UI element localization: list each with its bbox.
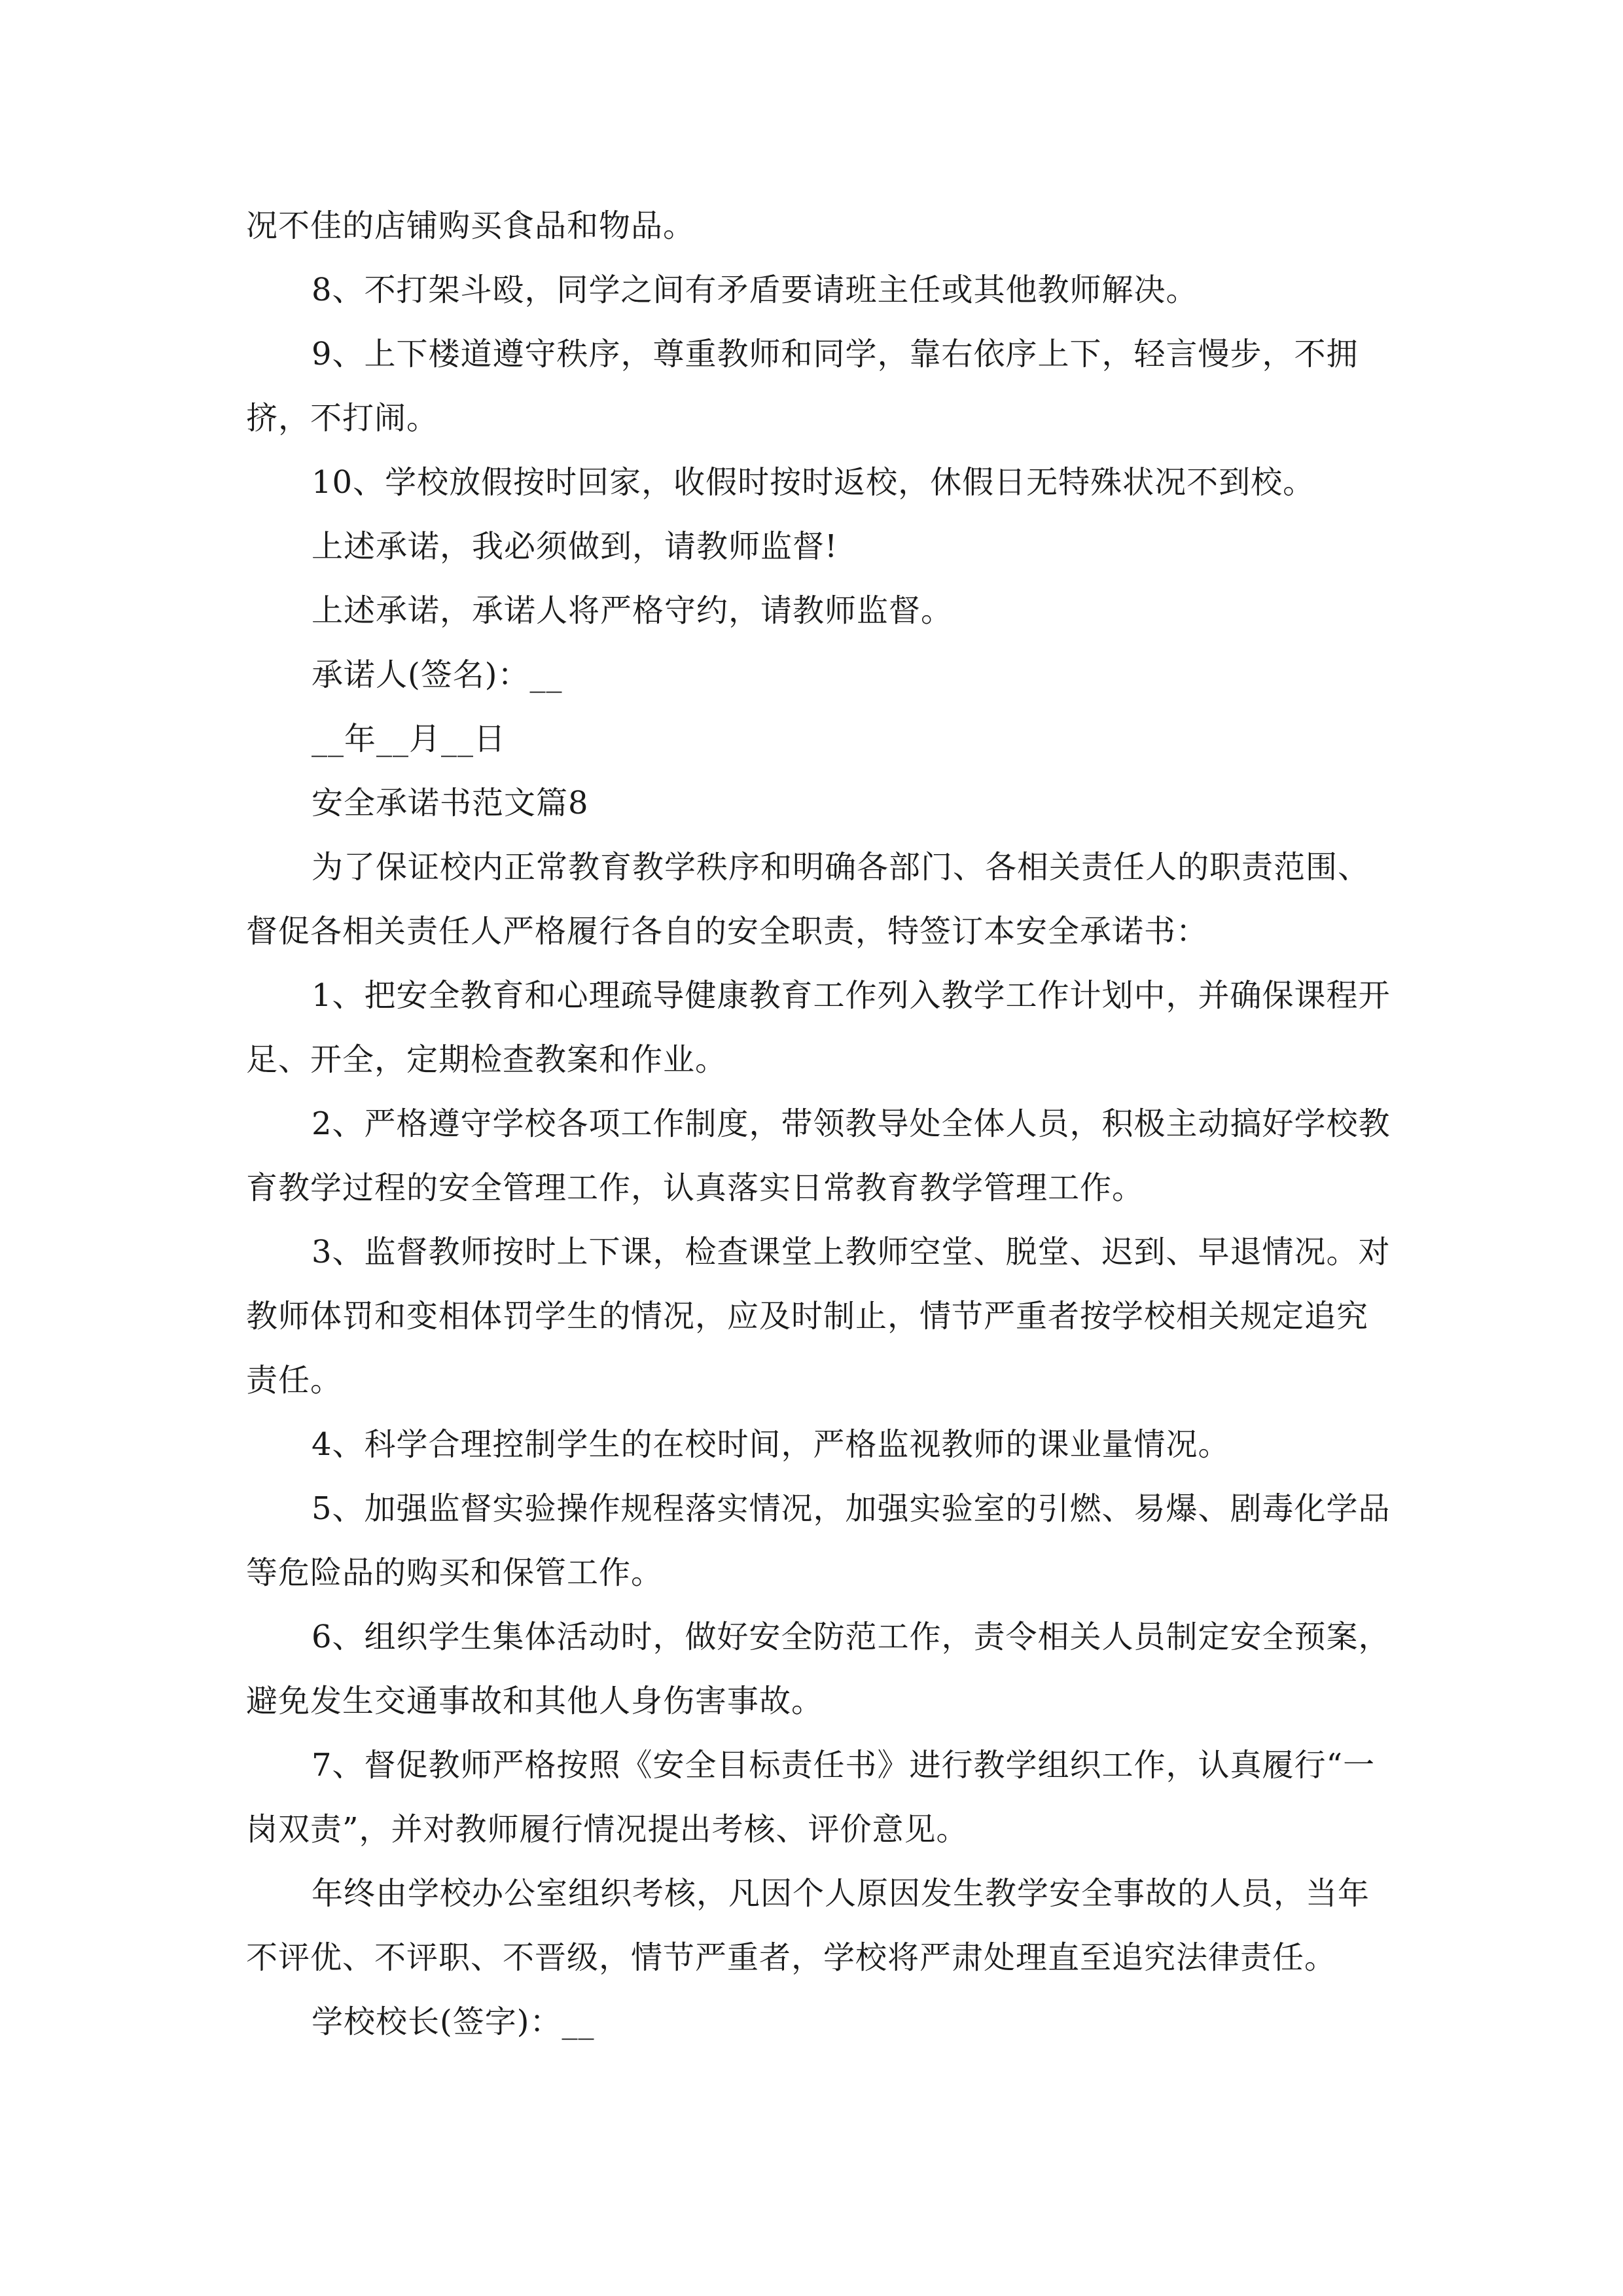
paragraph-item-2: 2、严格遵守学校各项工作制度，带领教导处全体人员，积极主动搞好学校教育教学过程的安全管理工作，认真落实日常教育教学管理工作。 bbox=[246, 1105, 1391, 1206]
paragraph-item-4: 4、科学合理控制学生的在校时间，严格监视教师的课业量情况。 bbox=[312, 1426, 1230, 1463]
document-body bbox=[246, 194, 1398, 2054]
paragraph-item-10: 10、学校放假按时回家，收假时按时返校，休假日无特殊状况不到校。 bbox=[312, 464, 1315, 501]
paragraph-intro: 为了保证校内正常教育教学秩序和明确各部门、各相关责任人的职责范围、督促各相关责任人严格履行各自的安全职责，特签订本安全承诺书： bbox=[246, 849, 1370, 950]
section-heading: 安全承诺书范文篇8 bbox=[312, 785, 589, 821]
paragraph-assessment: 年终由学校办公室组织考核，凡因个人原因发生教学安全事故的人员，当年不评优、不评职、不晋级，情节严重者，学校将严肃处理直至追究法律责任。 bbox=[246, 1875, 1370, 1976]
paragraph-pledge-1: 上述承诺，我必须做到，请教师监督! bbox=[312, 528, 838, 565]
paragraph-item-6: 6、组织学生集体活动时，做好安全防范工作，责令相关人员制定安全预案，避免发生交通事故和其他人身伤害事故。 bbox=[246, 1619, 1391, 1719]
paragraph-item-9: 9、上下楼道遵守秩序，尊重教师和同学，靠右依序上下，轻言慢步，不拥挤，不打闹。 bbox=[246, 336, 1359, 437]
paragraph-item-5: 5、加强监督实验操作规程落实情况，加强实验室的引燃、易爆、剧毒化学品等危险品的购买和保管工作。 bbox=[246, 1490, 1391, 1591]
signature-line: 承诺人(签名)：__ bbox=[312, 656, 563, 693]
paragraph-item-1: 1、把安全教育和心理疏导健康教育工作列入教学工作计划中，并确保课程开足、开全，定期检查教案和作业。 bbox=[246, 977, 1391, 1078]
paragraph-item-7: 7、督促教师严格按照《安全目标责任书》进行教学组织工作，认真履行“一岗双责”，并对教师履行情况提出考核、评价意见。 bbox=[246, 1747, 1376, 1848]
paragraph-item-8: 8、不打架斗殴，同学之间有矛盾要请班主任或其他教师解决。 bbox=[312, 272, 1198, 308]
paragraph-item-3: 3、监督教师按时上下课，检查课堂上教师空堂、脱堂、迟到、早退情况。对教师体罚和变相体罚学生的情况，应及时制止，情节严重者按学校相关规定追究责任。 bbox=[246, 1234, 1391, 1399]
principal-signature-line: 学校校长(签字)：__ bbox=[312, 2003, 595, 2040]
paragraph-continuation: 况不佳的店铺购买食品和物品。 bbox=[246, 207, 696, 244]
date-line: __年__月__日 bbox=[312, 721, 507, 757]
paragraph-pledge-2: 上述承诺，承诺人将严格守约，请教师监督。 bbox=[312, 592, 954, 629]
